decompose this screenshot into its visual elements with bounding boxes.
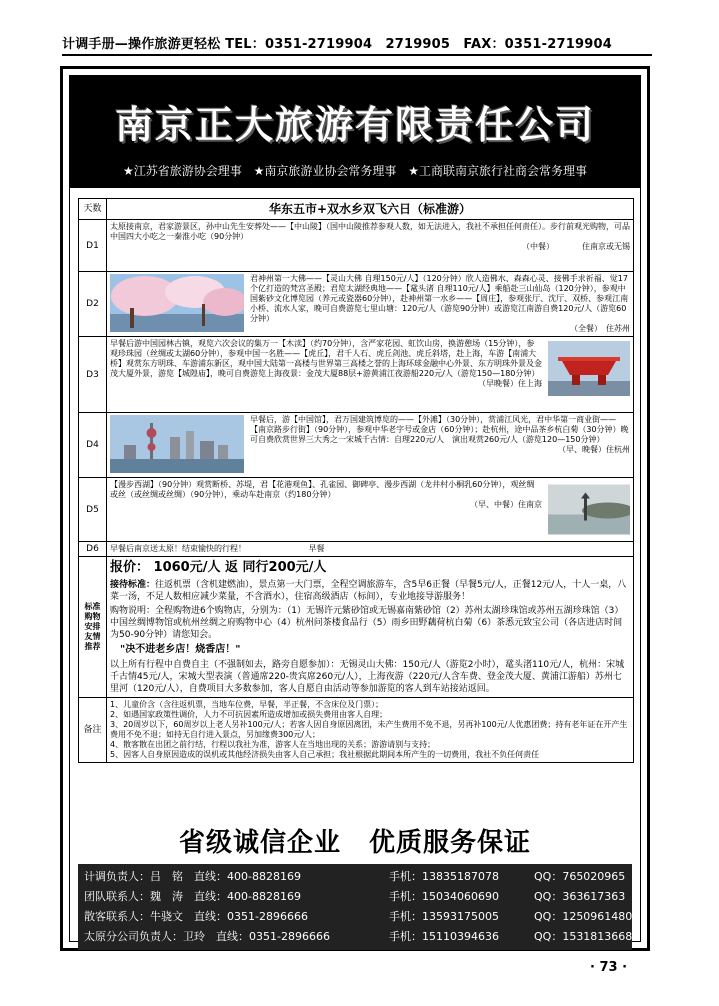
note-item: 3、20周岁以下，60周岁以上老人另补100元/人；若客人因自身原因离团，未产生费用不免不退，另再补100元/人优惠团费；持有老年证在开产生费用不免不退；如持无自行进入景点，另加缘费300元/人； bbox=[110, 720, 628, 739]
table-row bbox=[79, 542, 634, 557]
contact-person: 太原分公司负责人：卫玲 直线：0351-2896666 bbox=[84, 930, 330, 943]
contact-panel bbox=[78, 864, 632, 950]
day-label: D2 bbox=[79, 272, 107, 337]
association-item: ★工商联南京旅行社商会常务理事 bbox=[408, 164, 587, 178]
note-item: 1、儿童价含（含往返机票，当地车位费，早餐，半正餐，不含床位及门票）； bbox=[110, 700, 384, 709]
standard-block bbox=[110, 579, 630, 603]
table-row bbox=[79, 557, 634, 698]
day-description: 【漫步西湖】（90分钟）观赏断桥、苏堤，君【花港观鱼】、孔雀园、御碑亭、漫步西湖（龙井村小桐乳60分钟），观丝绸或丝（或丝绸或丝绸）（90分钟），乘动车赴南京（约180分钟） bbox=[110, 480, 535, 499]
china-pavilion-photo bbox=[548, 341, 630, 396]
contact-qq: QQ：1531813668 bbox=[534, 930, 633, 943]
standard-label: 接待标准： bbox=[110, 580, 156, 590]
day-label: D6 bbox=[79, 542, 107, 557]
contact-row bbox=[84, 908, 633, 925]
slogan-part: 省级诚信企业 bbox=[178, 828, 341, 858]
association-item: ★江苏省旅游协会理事 bbox=[123, 164, 242, 178]
itinerary-table bbox=[78, 198, 634, 763]
contact-row bbox=[84, 928, 633, 945]
table-row bbox=[79, 698, 634, 763]
table-row bbox=[79, 272, 634, 337]
contact-person: 团队联系人：魏 涛 直线：400-8828169 bbox=[84, 890, 301, 903]
contact-person: 计调负责人：吕 铭 直线：400-8828169 bbox=[84, 870, 301, 883]
day-column-header: 天数 bbox=[79, 199, 107, 220]
notes-content bbox=[107, 698, 634, 763]
day-content bbox=[107, 220, 634, 272]
day-label: D5 bbox=[79, 478, 107, 542]
day-content bbox=[107, 272, 634, 337]
shopping-vertical-label: 标准购物安排友情推荐 bbox=[79, 557, 107, 698]
day-meals: （中餐） 住南京或无锡 bbox=[522, 242, 630, 251]
day-meals: （全餐） 住苏州 bbox=[570, 324, 630, 333]
company-banner bbox=[70, 76, 640, 188]
day-description: 太原接南京，君家游景区，孙中山先生安葬处——【中山陵】（国中山陵推荐参观人数，如无法进入，我社不承担任何责任）。步行前观光购物，可品中国四大小吃之一秦淮小吃（90分钟） bbox=[110, 222, 630, 241]
day-label: D3 bbox=[79, 337, 107, 413]
day-description: 君神州第一大佛——【灵山大佛 自理150元/人】（120分钟）欣人造佛水、森森心灵、接佛手求祈福、觉17个亿打造的梵宫圣殿；君览太湖经典地——【鼋头渚 自理110元/人】乘船赴三山仙岛（120分钟），参观中国紫砂文化博览园（养元或瓷器60分钟），赴神州第一水乡——【周庄】，参观张厅、沈厅、双桥、参观江南小桥、流水人家，晚可自费游览七里山塘：120元/人（游览90分钟）或游览江南游自费120元/人（游览60分钟） bbox=[250, 274, 629, 323]
page-header bbox=[62, 33, 652, 53]
west-lake-photo bbox=[548, 482, 630, 537]
page-number: · 73 · bbox=[590, 960, 628, 975]
advertisement-frame bbox=[60, 66, 650, 951]
table-row bbox=[79, 478, 634, 542]
pudong-skyline-photo bbox=[110, 415, 244, 473]
notes-label: 备注 bbox=[79, 698, 107, 763]
table-header-row bbox=[79, 199, 634, 220]
day-meals: （早晚餐）住上海 bbox=[478, 379, 542, 388]
contact-mobile: 手机：13593175005 bbox=[389, 910, 499, 923]
slogan-part: 优质服务保证 bbox=[369, 828, 532, 858]
day-content bbox=[107, 478, 634, 542]
day-label: D4 bbox=[79, 413, 107, 478]
contact-qq: QQ：363617363 bbox=[534, 890, 626, 903]
day-content bbox=[107, 337, 634, 413]
contact-mobile: 手机：13835187078 bbox=[389, 870, 499, 883]
table-row bbox=[79, 413, 634, 478]
header-text: 计调手册—操作旅游更轻松 TEL：0351-2719904 2719905 FAX：0351-2719904 bbox=[62, 37, 612, 52]
note-item: 5、因客人自身原因造成的误机或其他经济损失由客人自己承担；我社根据此期间本所产生的一切费用，我社不负任何责任 bbox=[110, 750, 540, 759]
day-description: 早餐后游中国园林古镇，观览六次会议的集万一【木渎】（约70分钟），含严家花园、虹饮山房，换游憩场（15分钟），参观珍珠园（丝绸或太湖60分钟），参观中国一名胜——【虎丘】，君千人石、虎丘剑池、虎丘斜塔，赴上海，车游【南浦大桥】观赏东方明珠、车游浦东新区，观中国大陆第一高楼与世界第三高楼之誉的上海环球金融中心外景、东方明珠外景及金茂大厦外景，游览【城隍庙】，晚可自费游览上海夜景：金茂大厦88层+游黄浦江夜游船220元/人（游览150—180分钟） bbox=[110, 339, 542, 378]
day-description: 早餐后南京送太原！结束愉快的行程！ bbox=[110, 544, 246, 553]
day-meals: （早、晚餐）住杭州 bbox=[558, 445, 630, 454]
contact-mobile: 手机：15110394636 bbox=[389, 930, 499, 943]
shopping-text: 购物说明：全程购物进6个购物店，分别为：（1）无锡许元紫砂馆或无锡嘉南紫砂馆（2）苏州太湖珍珠馆或苏州五湖珍珠馆（3）中国丝绸博物馆或杭州丝绸之府购物中心（4）杭州问茶楼食品行（5）雨乡田野藕荷杭白菊（6）茶悉元致宝公司（各店进店时间为50-90分钟）请您知会。 bbox=[110, 606, 624, 640]
day-description: 早餐后，游【中国馆】，君万国建筑博览的——【外滩】（30分钟），赏浦江风光，君中华第一商业街——【南京路步行街】（90分钟），参观中华老字号或金店（60分钟）；赴杭州，途中品茶乡杭白菊（30分钟）晚可自费欣赏世界三大秀之一宋城千古情：自理220元/人 演出观赏260元/人（游览120—150分钟） bbox=[250, 415, 629, 444]
price-and-terms bbox=[107, 557, 634, 698]
cherry-blossom-photo bbox=[110, 274, 244, 332]
association-item: ★南京旅游业协会常务理事 bbox=[253, 164, 397, 178]
day-content bbox=[107, 413, 634, 478]
day-meals: 早餐 bbox=[308, 544, 325, 553]
header-rule bbox=[62, 54, 652, 56]
table-row bbox=[79, 337, 634, 413]
price-value: 1060元/人 返 同行200元/人 bbox=[153, 560, 327, 575]
price-line bbox=[110, 559, 630, 577]
no-tourist-trap-slogan: "决不进老乡店！烧香店！" bbox=[120, 644, 241, 655]
company-name: 南京正大旅游有限责任公司 bbox=[114, 103, 595, 147]
note-item: 4、散客散在出团之前行结，行程以我社为准，游客人在当地出现的关系；游游请别与支持； bbox=[110, 740, 436, 749]
standard-text: 往返机票（含机建燃油），景点第一大门票，全程空调旅游车，含5早6正餐（早餐5元/人，正餐12元/人，十人一桌，八菜一汤，不足人数相应减少菜量，不含酒水），住宿高级酒店（标间），专业地接导游服务！ bbox=[110, 580, 627, 602]
contact-qq: QQ：765020965 bbox=[534, 870, 626, 883]
contact-mobile: 手机：15034060690 bbox=[389, 890, 499, 903]
contact-row bbox=[84, 868, 626, 885]
day-label: D1 bbox=[79, 220, 107, 272]
contact-qq: QQ：1250961480 bbox=[534, 910, 633, 923]
day-meals: （早、中餐）住南京 bbox=[470, 500, 542, 509]
advertisement-inner bbox=[69, 75, 641, 942]
tour-title: 华东五市+双水乡双飞六日（标准游） bbox=[107, 199, 634, 220]
contact-person: 散客联系人：牛骁文 直线：0351-2896666 bbox=[84, 910, 308, 923]
table-row bbox=[79, 220, 634, 272]
note-item: 2、如遇国家政策性调价，人力不可抗因素所造成增加或损失费用由客人自理； bbox=[110, 710, 388, 719]
self-pay-text: 以上所有行程中自费自主（不强制如去，路旁自愿参加）：无锡灵山大佛：150元/人（游览2小时），鼋头渚110元/人，杭州：宋城千古情45元/人，宋城大型表演（普通席220-贵宾席260元/人），上海夜游（220元/人含车费、登金茂大厦、黄浦江游船）苏州七里河（120元/人），自费项目大多数参加，客人自愿自由活动等参加游览的客人到车站接站返回。 bbox=[110, 660, 625, 694]
price-label: 报价： bbox=[110, 560, 150, 575]
quality-slogan bbox=[70, 822, 640, 859]
association-list bbox=[78, 162, 632, 179]
contact-row bbox=[84, 888, 626, 905]
day-content bbox=[107, 542, 634, 557]
